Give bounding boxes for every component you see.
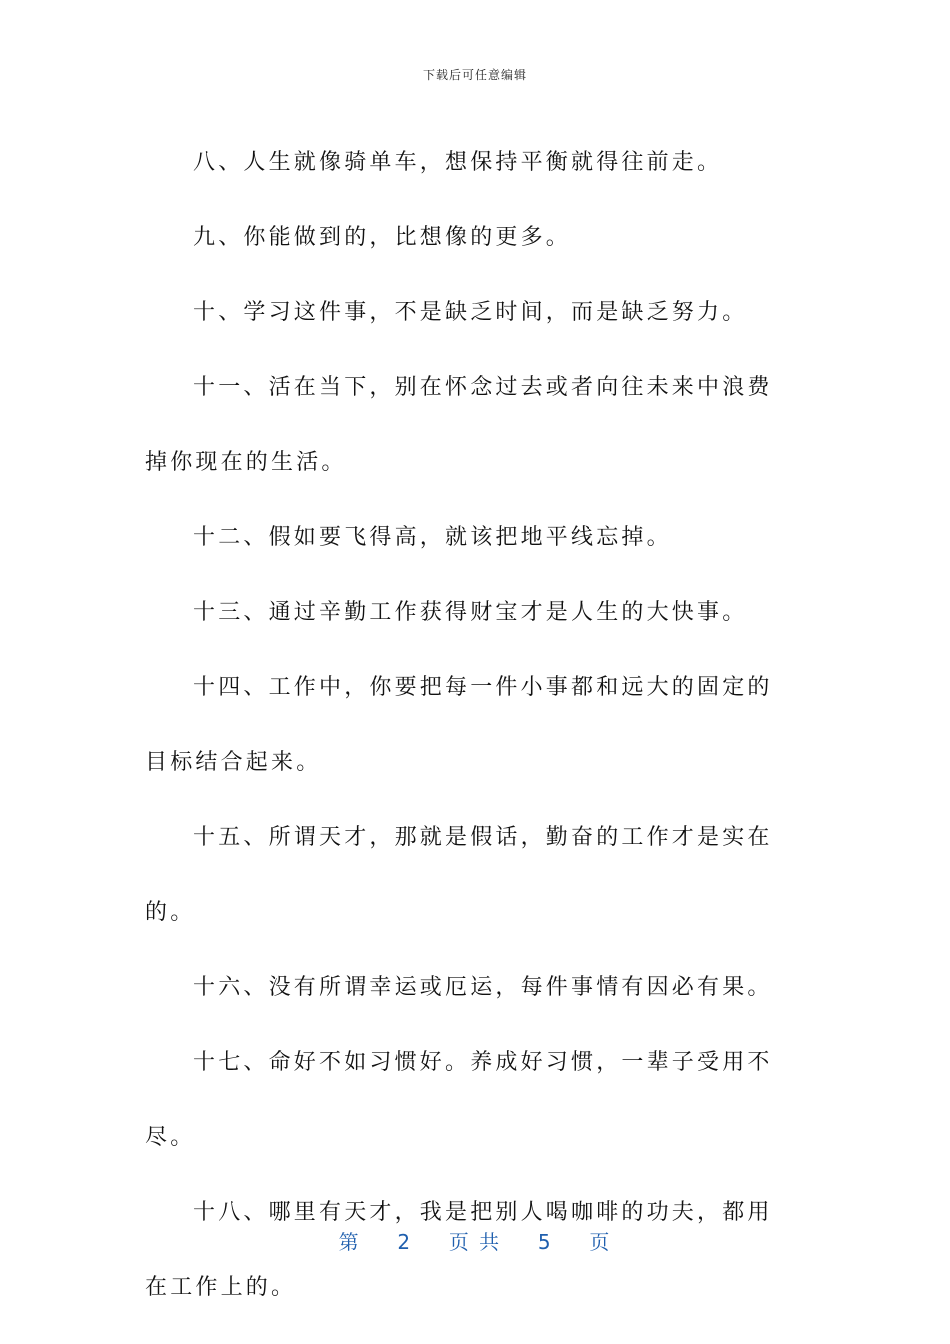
paragraph-18: 十八、哪里有天才，我是把别人喝咖啡的功夫，都用在工作上的。 bbox=[145, 1200, 773, 1300]
paragraph-11: 十一、活在当下，别在怀念过去或者向往未来中浪费掉你现在的生活。 bbox=[145, 375, 773, 475]
paragraph-12: 十二、假如要飞得高，就该把地平线忘掉。 bbox=[193, 525, 672, 550]
footer-current-page: 2 bbox=[397, 1230, 413, 1254]
paragraph-15: 十五、所谓天才，那就是假话，勤奋的工作才是实在的。 bbox=[145, 825, 773, 925]
paragraph-8: 八、人生就像骑单车，想保持平衡就得往前走。 bbox=[193, 150, 723, 175]
paragraph-10: 十、学习这件事，不是缺乏时间，而是缺乏努力。 bbox=[193, 300, 748, 325]
paragraph-13: 十三、通过辛勤工作获得财宝才是人生的大快事。 bbox=[193, 600, 748, 625]
document-body bbox=[145, 125, 795, 1325]
paragraph-16: 十六、没有所谓幸运或厄运，每件事情有因必有果。 bbox=[193, 975, 773, 1000]
paragraph-17: 十七、命好不如习惯好。养成好习惯，一辈子受用不尽。 bbox=[145, 1050, 773, 1150]
page-footer bbox=[0, 1226, 950, 1255]
paragraph-14: 十四、工作中，你要把每一件小事都和远大的固定的目标结合起来。 bbox=[145, 675, 773, 775]
footer-suffix: 页 bbox=[589, 1230, 612, 1254]
footer-prefix: 第 bbox=[338, 1230, 361, 1254]
footer-total-pages: 5 bbox=[537, 1230, 553, 1254]
header-note: 下载后可任意编辑 bbox=[422, 68, 527, 82]
footer-middle: 页 共 bbox=[448, 1230, 502, 1254]
paragraph-9: 九、你能做到的，比想像的更多。 bbox=[193, 225, 572, 250]
